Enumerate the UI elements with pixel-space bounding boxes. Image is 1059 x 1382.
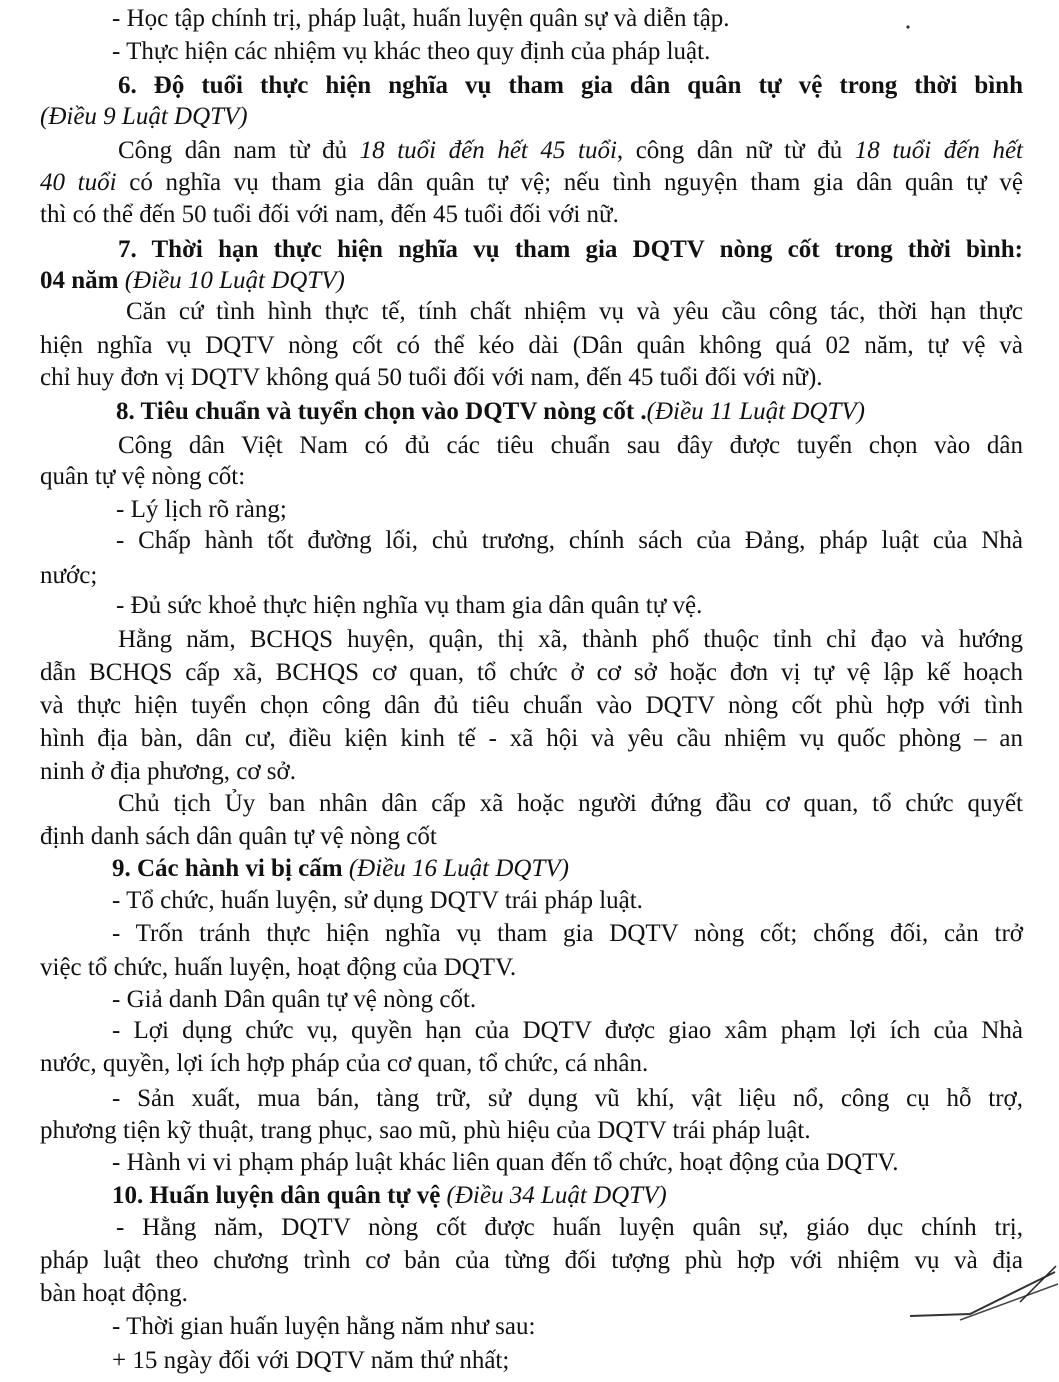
- citation-text: 18 tuổi đến hết: [854, 137, 1024, 164]
- body-text: Căn cứ tình hình thực tế, tính chất nhiệm vụ và yêu cầu công tác, thời hạn thực: [126, 298, 1023, 325]
- text-line: [0, 1180, 1059, 1211]
- text-line: [0, 135, 1059, 166]
- text-line: [0, 330, 1059, 361]
- text-line: [0, 234, 1059, 265]
- body-text: - Thời gian huấn luyện hằng năm như sau:: [112, 1313, 536, 1340]
- text-line: [0, 1015, 1059, 1046]
- body-text: có nghĩa vụ tham gia dân quân tự vệ; nếu tình nguyện tham gia dân quân tự vệ: [116, 169, 1023, 196]
- body-text: thì có thể đến 50 tuổi đối với nam, đến 45 tuổi đối với nữ.: [40, 201, 619, 228]
- body-text: bàn hoạt động.: [40, 1280, 188, 1307]
- body-text: - Học tập chính trị, pháp luật, huấn luyện quân sự và diễn tập.: [112, 5, 730, 32]
- body-text: - Giả danh Dân quân tự vệ nòng cốt.: [112, 986, 477, 1013]
- citation-text: 40 tuổi: [40, 169, 117, 196]
- body-text: , công dân nữ từ đủ: [616, 137, 855, 164]
- body-text: - Trốn tránh thực hiện nghĩa vụ tham gia DQTV nòng cốt; chống đối, cản trở: [112, 920, 1023, 947]
- body-text: - Hành vi vi phạm pháp luật khác liên quan đến tổ chức, hoạt động của DQTV.: [112, 1149, 899, 1176]
- text-line: [0, 1212, 1059, 1243]
- citation-text: 18 tuổi đến hết 45 tuổi: [359, 137, 617, 164]
- body-text: + 15 ngày đối với DQTV năm thứ nhất;: [112, 1347, 510, 1374]
- text-line: [0, 1345, 1059, 1376]
- text-line: [0, 1083, 1059, 1114]
- body-text: và thực hiện tuyển chọn công dân đủ tiêu chuẩn vào DQTV nòng cốt phù hợp với tình: [40, 692, 1023, 719]
- text-line: [0, 821, 1059, 852]
- citation-text: (Điều 9 Luật DQTV): [40, 103, 248, 130]
- body-text: phương tiện kỹ thuật, trang phục, sao mũ, phù hiệu của DQTV trái pháp luật.: [40, 1117, 811, 1144]
- heading-text: 6. Độ tuổi thực hiện nghĩa vụ tham gia dân quân tự vệ trong thời bình: [118, 72, 1023, 99]
- citation-text: (Điều 10 Luật DQTV): [124, 267, 345, 294]
- body-text: - Chấp hành tốt đường lối, chủ trương, chính sách của Đảng, pháp luật của Nhà: [116, 527, 1023, 554]
- text-line: [0, 36, 1059, 67]
- text-line: [0, 199, 1059, 230]
- body-text: - Tổ chức, huấn luyện, sử dụng DQTV trái pháp luật.: [112, 887, 643, 914]
- body-text: Công dân nam từ đủ: [118, 137, 360, 164]
- ink-dot-icon: [905, 24, 911, 30]
- text-line: [0, 430, 1059, 461]
- pen-mark-icon: [900, 1250, 1059, 1330]
- heading-text: 8. Tiêu chuẩn và tuyển chọn vào DQTV nòng cốt .: [116, 398, 647, 425]
- body-text: - Thực hiện các nhiệm vụ khác theo quy định của pháp luật.: [112, 38, 711, 65]
- body-text: hiện nghĩa vụ DQTV nòng cốt có thể kéo dài (Dân quân không quá 02 năm, tự vệ và: [40, 332, 1023, 359]
- body-text: - Hằng năm, DQTV nòng cốt được huấn luyện quân sự, giáo dục chính trị,: [116, 1214, 1023, 1241]
- text-line: [0, 1048, 1059, 1079]
- text-line: [0, 624, 1059, 655]
- text-line: [0, 590, 1059, 621]
- text-line: [0, 70, 1059, 101]
- heading-text: 9. Các hành vi bị cấm: [112, 855, 349, 882]
- heading-text: 7. Thời hạn thực hiện nghĩa vụ tham gia DQTV nòng cốt trong thời bình:: [118, 236, 1023, 263]
- body-text: ninh ở địa phương, cơ sở.: [40, 758, 296, 785]
- body-text: định danh sách dân quân tự vệ nòng cốt: [40, 823, 437, 850]
- text-line: [0, 265, 1059, 296]
- body-text: nước, quyền, lợi ích hợp pháp của cơ quan, tổ chức, cá nhân.: [40, 1050, 649, 1077]
- text-line: [0, 984, 1059, 1015]
- text-line: [0, 788, 1059, 819]
- citation-text: (Điều 11 Luật DQTV): [646, 398, 865, 425]
- text-line: [0, 560, 1059, 591]
- text-line: [0, 296, 1059, 327]
- text-line: [0, 3, 1059, 34]
- text-line: [0, 918, 1059, 949]
- text-line: [0, 1147, 1059, 1178]
- text-line: [0, 396, 1059, 427]
- text-line: [0, 1115, 1059, 1146]
- body-text: - Đủ sức khoẻ thực hiện nghĩa vụ tham gia dân quân tự vệ.: [116, 592, 703, 619]
- body-text: - Lợi dụng chức vụ, quyền hạn của DQTV được giao xâm phạm lợi ích của Nhà: [112, 1017, 1023, 1044]
- body-text: - Lý lịch rõ ràng;: [116, 496, 287, 523]
- text-line: [0, 525, 1059, 556]
- body-text: - Sản xuất, mua bán, tàng trữ, sử dụng vũ khí, vật liệu nổ, công cụ hỗ trợ,: [112, 1085, 1023, 1112]
- text-line: [0, 853, 1059, 884]
- body-text: nước;: [40, 562, 98, 589]
- text-line: [0, 167, 1059, 198]
- text-line: [0, 952, 1059, 983]
- body-text: Công dân Việt Nam có đủ các tiêu chuẩn sau đây được tuyển chọn vào dân: [118, 432, 1023, 459]
- citation-text: (Điều 34 Luật DQTV): [446, 1182, 667, 1209]
- body-text: pháp luật theo chương trình cơ bản của từng đối tượng phù hợp với nhiệm vụ và địa: [40, 1247, 1023, 1274]
- text-line: [0, 657, 1059, 688]
- body-text: quân tự vệ nòng cốt:: [40, 463, 246, 490]
- text-line: [0, 494, 1059, 525]
- body-text: chỉ huy đơn vị DQTV không quá 50 tuổi đối với nam, đến 45 tuổi đối với nữ).: [40, 364, 823, 391]
- text-line: [0, 101, 1059, 132]
- citation-text: (Điều 16 Luật DQTV): [348, 855, 569, 882]
- body-text: Chủ tịch Ủy ban nhân dân cấp xã hoặc người đứng đầu cơ quan, tổ chức quyết: [118, 790, 1023, 817]
- text-line: [0, 461, 1059, 492]
- heading-text: 10. Huấn luyện dân quân tự vệ: [112, 1182, 447, 1209]
- text-line: [0, 723, 1059, 754]
- body-text: việc tổ chức, huấn luyện, hoạt động của DQTV.: [40, 954, 517, 981]
- body-text: hình địa bàn, dân cư, điều kiện kinh tế - xã hội và yêu cầu nhiệm vụ quốc phòng – an: [40, 725, 1023, 752]
- body-text: dẫn BCHQS cấp xã, BCHQS cơ quan, tổ chức ở cơ sở hoặc đơn vị tự vệ lập kế hoạch: [40, 659, 1023, 686]
- text-line: [0, 885, 1059, 916]
- heading-text: 04 năm: [40, 267, 125, 294]
- body-text: Hằng năm, BCHQS huyện, quận, thị xã, thành phố thuộc tỉnh chỉ đạo và hướng: [118, 626, 1023, 653]
- text-line: [0, 756, 1059, 787]
- text-line: [0, 690, 1059, 721]
- text-line: [0, 362, 1059, 393]
